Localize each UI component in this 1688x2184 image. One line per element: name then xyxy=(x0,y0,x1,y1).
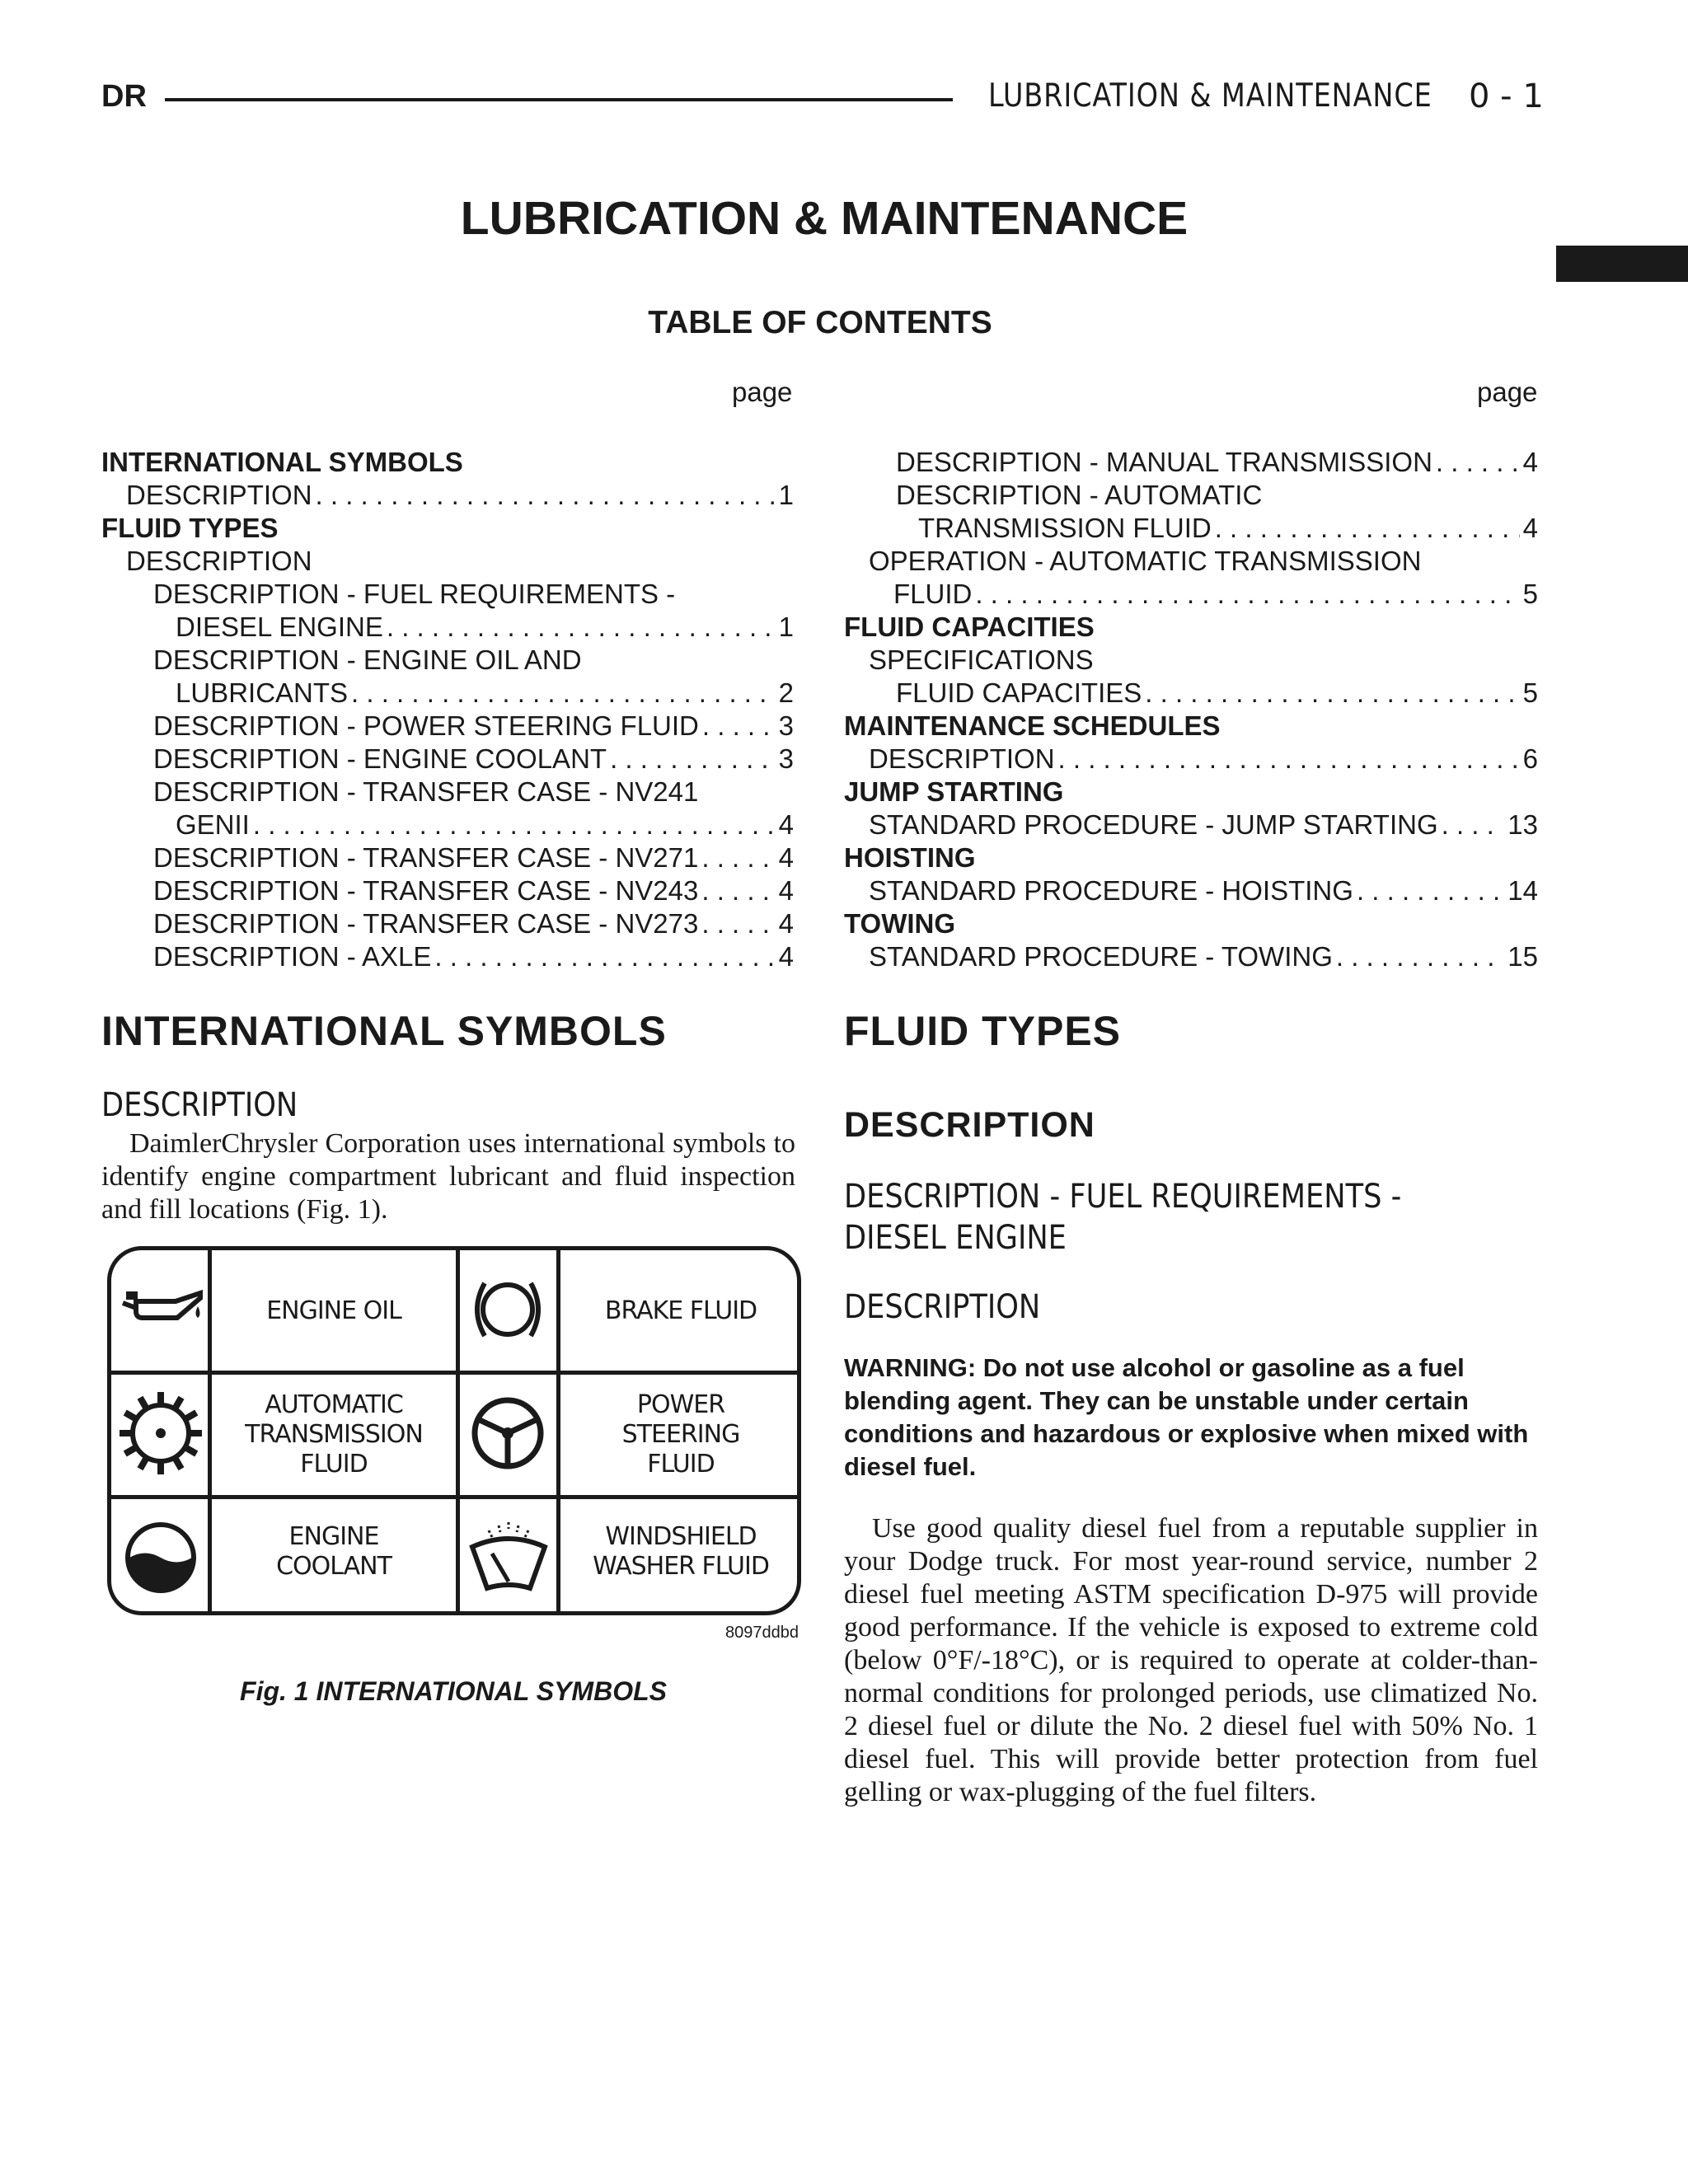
toc-entry xyxy=(101,710,794,743)
section-heading-international-symbols: INTERNATIONAL SYMBOLS xyxy=(101,1008,667,1054)
figure-label-engine-oil: ENGINE OIL xyxy=(266,1296,401,1325)
steering-wheel-icon xyxy=(467,1392,549,1474)
toc-dot-leader xyxy=(975,578,1519,611)
toc-entry xyxy=(844,776,1538,808)
header-page-number: 0 - 1 xyxy=(1469,77,1544,115)
toc-entry-title: DESCRIPTION - TRANSFER CASE - NV271 xyxy=(153,842,699,873)
toc-dot-leader xyxy=(351,677,776,710)
toc-entry-title: FLUID CAPACITIES xyxy=(844,612,1095,642)
subheading-fuel-requirements-2: DIESEL ENGINE xyxy=(844,1219,1067,1257)
toc-entry-page: 4 xyxy=(778,875,794,906)
toc-entry-title: FLUID CAPACITIES xyxy=(896,677,1142,708)
toc-entry-title: STANDARD PROCEDURE - HOISTING xyxy=(869,875,1353,906)
toc-entry-page: 3 xyxy=(778,743,794,774)
header-section-title: LUBRICATION & MAINTENANCE xyxy=(988,77,1432,115)
toc-entry-page: 14 xyxy=(1507,875,1538,906)
figure-label-brake-fluid: BRAKE FLUID xyxy=(604,1296,757,1325)
toc-entry-title: LUBRICANTS xyxy=(176,677,349,708)
toc-entry-title: STANDARD PROCEDURE - TOWING xyxy=(869,941,1333,972)
toc-entry xyxy=(844,743,1538,776)
toc-entry xyxy=(101,611,794,644)
toc-entry xyxy=(844,446,1538,479)
subheading-fuel-requirements-1: DESCRIPTION - FUEL REQUIREMENTS - xyxy=(844,1178,1402,1216)
toc-entry-title: JUMP STARTING xyxy=(844,776,1064,807)
figure-divider xyxy=(456,1250,460,1611)
toc-dot-leader xyxy=(610,743,776,776)
toc-dot-leader xyxy=(434,940,775,973)
warning-text: WARNING: Do not use alcohol or gasoline as a fuel blending agent. They can be unstable under certain conditions and hazardous or explosive when mixed with diesel fuel. xyxy=(844,1353,1529,1481)
page-title: LUBRICATION & MAINTENANCE xyxy=(460,192,1189,245)
toc-entry-page: 5 xyxy=(1522,677,1538,708)
toc-entry xyxy=(101,677,794,710)
toc-dot-leader xyxy=(1145,677,1519,710)
toc-entry-title: FLUID xyxy=(893,579,973,609)
toc-entry xyxy=(844,677,1538,710)
toc-entry-title: INTERNATIONAL SYMBOLS xyxy=(101,447,463,477)
toc-entry-page: 4 xyxy=(778,842,794,873)
toc-entry xyxy=(844,545,1538,578)
toc-entry xyxy=(844,874,1538,907)
subheading-description-bold: DESCRIPTION xyxy=(844,1105,1095,1145)
toc-entry xyxy=(101,743,794,776)
header-model: DR xyxy=(101,79,147,114)
toc-entry-title: DESCRIPTION - TRANSFER CASE - NV243 xyxy=(153,875,699,906)
figure-label-engine-coolant: ENGINE COOLANT xyxy=(276,1522,392,1581)
toc-dot-leader xyxy=(701,874,775,907)
toc-entry-title: DESCRIPTION xyxy=(126,480,312,510)
toc-entry xyxy=(101,479,794,512)
toc-entry-title: DESCRIPTION - AXLE xyxy=(153,941,432,972)
toc-entry xyxy=(101,841,794,874)
toc-entry-page: 6 xyxy=(1522,743,1538,774)
toc-entry-page: 5 xyxy=(1522,579,1538,609)
toc-dot-leader xyxy=(387,611,776,644)
toc-entry xyxy=(101,776,794,808)
toc-entry xyxy=(844,907,1538,940)
figure-label-atf: AUTOMATIC TRANSMISSION FLUID xyxy=(245,1390,423,1479)
intro-paragraph-text: DaimlerChrysler Corporation uses international symbols to identify engine compartment lubricant and fluid inspection and fill locations (Fig. 1). xyxy=(101,1128,795,1225)
toc-entry-title: DESCRIPTION - TRANSFER CASE - NV273 xyxy=(153,908,699,939)
toc-dot-leader xyxy=(1336,940,1504,973)
toc-dot-leader xyxy=(701,841,775,874)
toc-dot-leader xyxy=(316,479,776,512)
figure-divider xyxy=(111,1495,797,1499)
toc-entry-title: DESCRIPTION - MANUAL TRANSMISSION xyxy=(896,447,1432,477)
toc-entry-title: DESCRIPTION - ENGINE COOLANT xyxy=(153,743,607,774)
figure-caption: Fig. 1 INTERNATIONAL SYMBOLS xyxy=(240,1676,667,1706)
toc-entry-page: 4 xyxy=(1522,513,1538,543)
toc-entry-title: DESCRIPTION - POWER STEERING FLUID xyxy=(153,710,699,741)
toc-entry-page: 1 xyxy=(778,480,794,510)
toc-dot-leader xyxy=(1442,808,1505,841)
international-symbols-figure xyxy=(107,1246,801,1615)
figure-label-power-steering: POWER STEERING FLUID xyxy=(621,1390,740,1479)
brake-circle-icon xyxy=(467,1268,549,1351)
toc-page-label-left: page xyxy=(732,377,793,407)
section-thumb-tab xyxy=(1556,246,1688,282)
toc-entry-page: 15 xyxy=(1507,941,1538,972)
subheading-description: DESCRIPTION xyxy=(101,1086,298,1124)
toc-entry xyxy=(101,545,794,578)
toc-entry-title: STANDARD PROCEDURE - JUMP STARTING xyxy=(869,809,1438,840)
toc-entry-page: 4 xyxy=(778,941,794,972)
toc-entry xyxy=(844,479,1538,512)
subheading-description-small: DESCRIPTION xyxy=(844,1288,1041,1326)
toc-left-column xyxy=(101,446,794,973)
toc-entry xyxy=(844,512,1538,545)
toc-entry xyxy=(844,710,1538,743)
figure-label-washer-fluid: WINDSHIELD WASHER FLUID xyxy=(593,1522,769,1581)
toc-entry-title: MAINTENANCE SCHEDULES xyxy=(844,710,1221,741)
toc-dot-leader xyxy=(1215,512,1520,545)
toc-page-label-right: page xyxy=(1477,377,1538,407)
toc-entry xyxy=(844,940,1538,973)
toc-dot-leader xyxy=(253,808,776,841)
toc-right-column xyxy=(844,446,1538,973)
toc-entry-page: 4 xyxy=(778,809,794,840)
toc-entry xyxy=(101,512,794,545)
toc-entry xyxy=(101,644,794,677)
toc-entry xyxy=(101,940,794,973)
toc-entry-title: DESCRIPTION - AUTOMATIC xyxy=(896,480,1263,510)
toc-entry xyxy=(101,907,794,940)
header-rule xyxy=(165,98,953,101)
toc-entry xyxy=(101,578,794,611)
fuel-paragraph xyxy=(844,1512,1538,1809)
toc-entry xyxy=(101,446,794,479)
toc-entry xyxy=(844,578,1538,611)
toc-entry-title: DESCRIPTION xyxy=(869,743,1055,774)
toc-entry-page: 1 xyxy=(778,612,794,642)
toc-entry-page: 4 xyxy=(778,908,794,939)
figure-id: 8097ddbd xyxy=(725,1624,799,1642)
toc-entry-page: 13 xyxy=(1507,809,1538,840)
toc-entry-title: DESCRIPTION - FUEL REQUIREMENTS - xyxy=(153,579,676,609)
toc-entry-title: DESCRIPTION - ENGINE OIL AND xyxy=(153,644,582,675)
toc-entry xyxy=(101,808,794,841)
oil-can-icon xyxy=(118,1268,204,1351)
toc-entry-page: 3 xyxy=(778,710,794,741)
toc-entry-title: OPERATION - AUTOMATIC TRANSMISSION xyxy=(869,546,1422,576)
toc-entry xyxy=(844,841,1538,874)
toc-entry-title: TOWING xyxy=(844,908,956,939)
toc-entry-title: SPECIFICATIONS xyxy=(869,644,1094,675)
toc-entry xyxy=(844,611,1538,644)
coolant-icon xyxy=(118,1512,204,1603)
toc-entry-title: FLUID TYPES xyxy=(101,513,279,543)
toc-dot-leader xyxy=(1058,743,1520,776)
toc-entry-title: DESCRIPTION xyxy=(126,546,312,576)
toc-entry xyxy=(844,808,1538,841)
toc-dot-leader xyxy=(701,907,775,940)
toc-entry-title: HOISTING xyxy=(844,842,976,873)
section-heading-fluid-types: FLUID TYPES xyxy=(844,1008,1122,1054)
gear-icon xyxy=(118,1388,204,1479)
windshield-washer-icon xyxy=(464,1512,553,1603)
fuel-paragraph-text: Use good quality diesel fuel from a reputable supplier in your Dodge truck. For most year-round service, number 2 diesel fuel meeting ASTM specification D-975 will provide good performance. If the vehicle is exposed to extreme cold (below 0°F/-18°C), or is required to operate at colder-than-normal conditions for prolonged periods, use climatized No. 2 diesel fuel or dilute the No. 2 diesel fuel with 50% No. 1 diesel fuel. This will provide better protection from fuel gelling or wax-plugging of the fuel filters. xyxy=(844,1513,1538,1807)
toc-entry xyxy=(844,644,1538,677)
toc-entry-title: DIESEL ENGINE xyxy=(176,612,383,642)
toc-dot-leader xyxy=(1436,446,1520,479)
toc-entry xyxy=(101,874,794,907)
toc-entry-title: TRANSMISSION FLUID xyxy=(918,513,1212,543)
toc-heading: TABLE OF CONTENTS xyxy=(648,305,992,340)
figure-divider xyxy=(111,1371,797,1375)
toc-dot-leader xyxy=(1357,874,1504,907)
intro-paragraph xyxy=(101,1127,795,1226)
toc-dot-leader xyxy=(702,710,776,743)
toc-entry-title: DESCRIPTION - TRANSFER CASE - NV241 xyxy=(153,776,699,807)
toc-entry-page: 4 xyxy=(1522,447,1538,477)
toc-entry-title: GENII xyxy=(176,809,250,840)
toc-entry-page: 2 xyxy=(778,677,794,708)
